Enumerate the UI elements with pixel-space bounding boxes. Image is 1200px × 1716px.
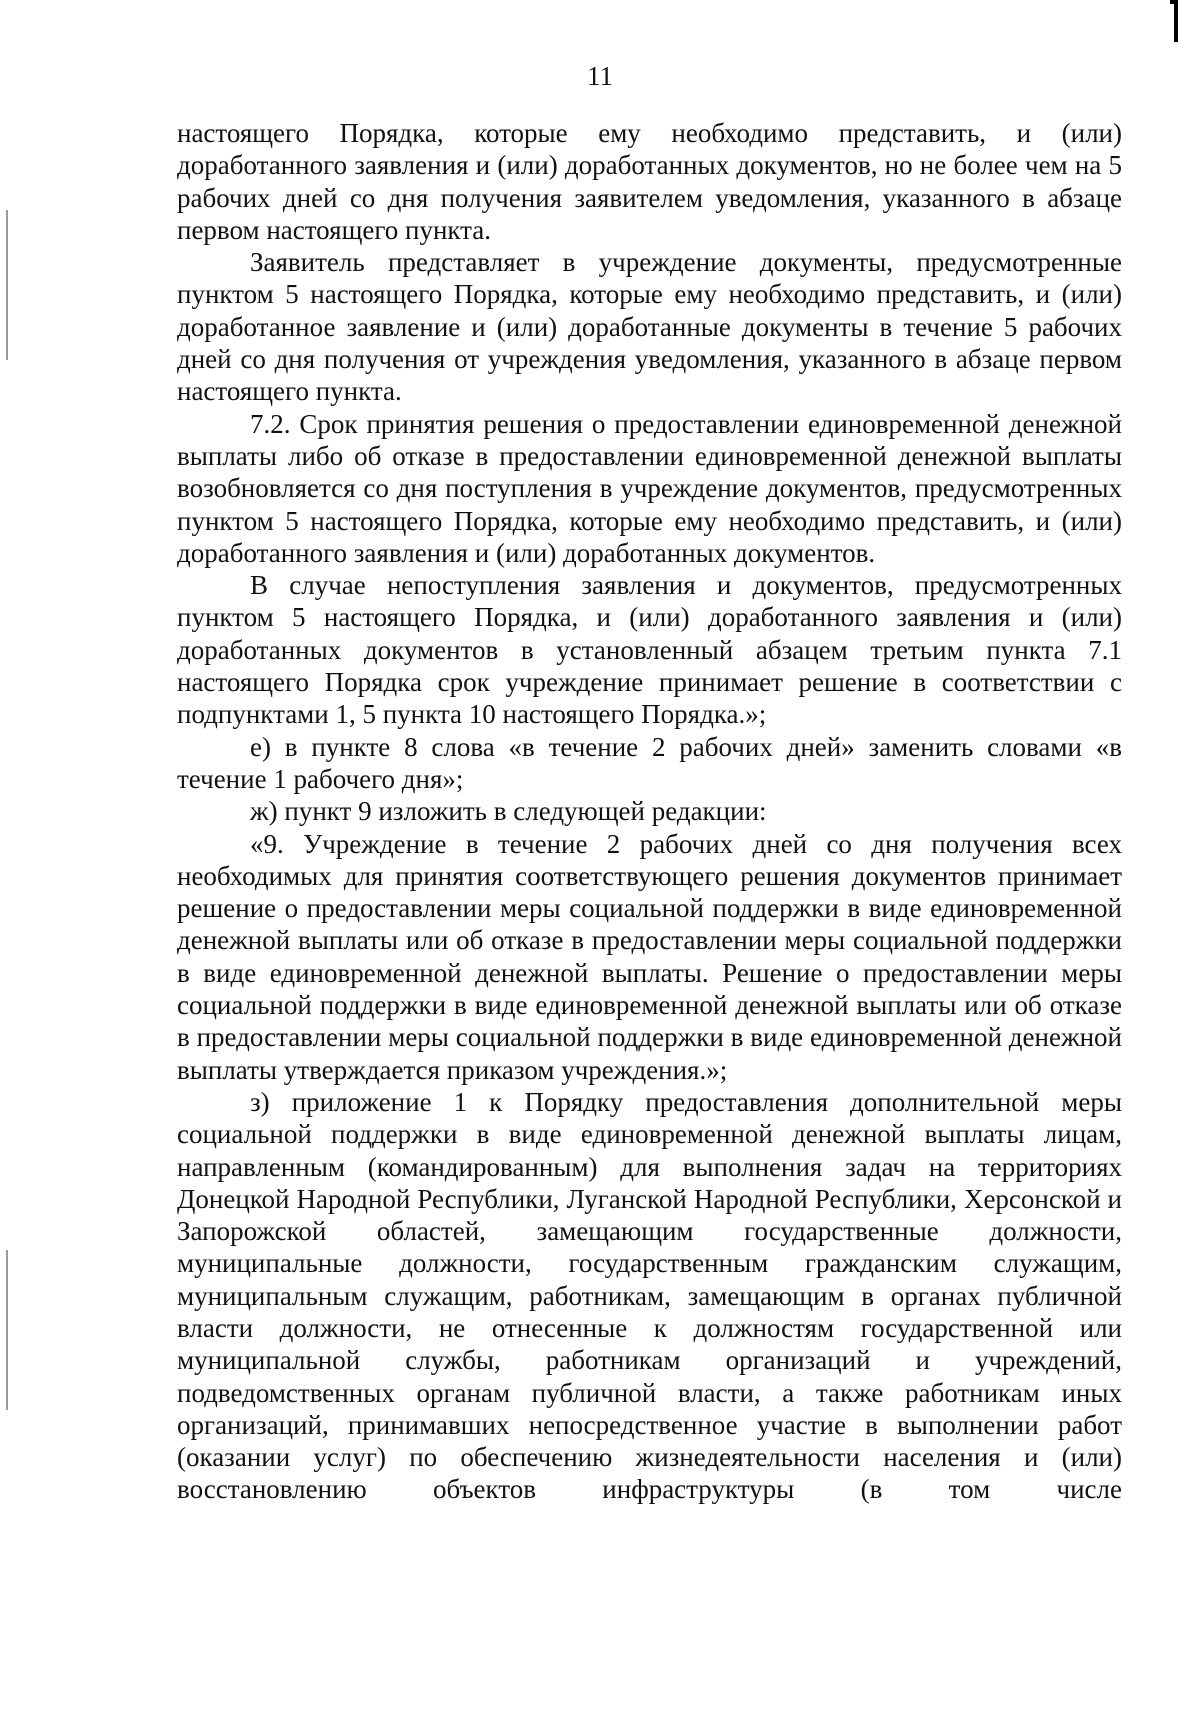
paragraph-7-2: 7.2. Срок принятия решения о предоставлении единовременной денежной выплаты либо об отказе в предоставлении единовременной денежной выплаты возобновляется со дня поступления в учреждение документов, предусмотренных пунктом 5 настоящего Порядка, которые ему необходимо представить, и (или) доработанного заявления и (или) доработанных документов. <box>177 408 1122 568</box>
paragraph-continuation: настоящего Порядка, которые ему необходимо представить, и (или) доработанного заявления и (или) доработанных документов, но не более чем на 5 рабочих дней со дня получения заявителем уведомления, указанного в абзаце первом настоящего пункта. <box>177 118 1122 245</box>
page-number: 11 <box>587 61 613 91</box>
scan-edge-mark <box>6 1250 8 1410</box>
paragraph-9: «9. Учреждение в течение 2 рабочих дней со дня получения всех необходимых для принятия соответствующего решения документов принимает решение о предоставлении меры социальной поддержки в виде единовременной денежной выплаты или об отказе в предоставлении меры социальной поддержки в виде единовременной денежной выплаты. Решение о предоставлении меры социальной поддержки в виде единовременной денежной выплаты или об отказе в предоставлении меры социальной поддержки в виде единовременной денежной выплаты утверждается приказом учреждения.»; <box>177 828 1122 1085</box>
paragraph-zh: ж) пункт 9 изложить в следующей редакции: <box>250 796 767 827</box>
scan-corner-mark <box>1170 0 1178 42</box>
paragraph-non-receipt: В случае непоступления заявления и документов, предусмотренных пунктом 5 настоящего Порядка, и (или) доработанного заявления и (или) доработанных документов в установленный абзацем третьим пункта 7.1 настоящего Порядка срок учреждение принимает решение в соответствии с подпунктами 1, 5 пункта 10 настоящего Порядка.»; <box>177 570 1122 730</box>
paragraph-applicant-submits: Заявитель представляет в учреждение документы, предусмотренные пунктом 5 настоящего Порядка, которые ему необходимо представить, и (или) доработанное заявление и (или) доработанные документы в течение 5 рабочих дней со дня получения от учреждения уведомления, указанного в абзаце первом настоящего пункта. <box>177 247 1122 407</box>
scan-edge-mark <box>6 210 8 360</box>
document-body <box>177 117 1122 1506</box>
paragraph-e: е) в пункте 8 слова «в течение 2 рабочих дней» заменить словами «в течение 1 рабочего дня»; <box>177 731 1122 794</box>
paragraph-z: з) приложение 1 к Порядку предоставления дополнительной меры социальной поддержки в виде единовременной денежной выплаты лицам, направленным (командированным) для выполнения задач на территориях Донецкой Народной Республики, Луганской Народной Республики, Херсонской и Запорожской областей, замещающим государственные должности, муниципальные должности, государственным гражданским служащим, муниципальным служащим, работникам, замещающим в органах публичной власти должности, не отнесенные к должностям государственной или муниципальной службы, работникам организаций и учреждений, подведомственных органам публичной власти, а также работникам иных организаций, принимавших непосредственное участие в выполнении работ (оказании услуг) по обеспечению жизнедеятельности населения и (или) восстановлению объектов инфраструктуры (в том числе <box>177 1086 1122 1505</box>
